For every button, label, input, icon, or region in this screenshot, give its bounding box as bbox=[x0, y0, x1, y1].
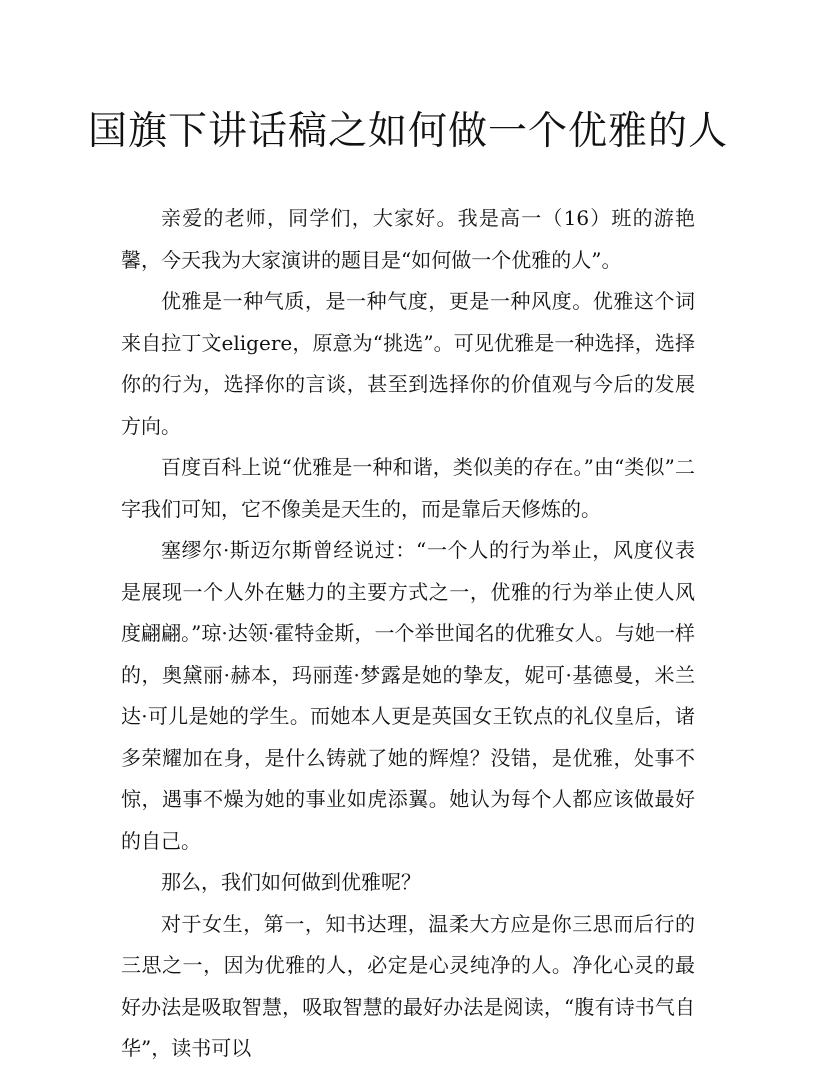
paragraph-example: 塞缪尔·斯迈尔斯曾经说过：“一个人的行为举止，风度仪表是展现一个人外在魅力的主要方式之一，优雅的行为举止使人风度翩翩。”琼·达领·霍特金斯，一个举世闻名的优雅女人。与她一样的，奥黛丽·赫本，玛丽莲·梦露是她的挚友，妮可·基德曼，米兰达·可儿是她的学生。而她本人更是英国女王钦点的礼仪皇后，诸多荣耀加在身，是什么铸就了她的辉煌？没错，是优雅，处事不惊，遇事不燥为她的事业如虎添翼。她认为每个人都应该做最好的自己。 bbox=[121, 538, 695, 853]
paragraph-advice: 对于女生，第一，知书达理，温柔大方应是你三思而后行的三思之一，因为优雅的人，必定是心灵纯净的人。净化心灵的最好办法是吸取智慧，吸取智慧的最好办法是阅读，“腹有诗书气自华”，读书可以 bbox=[121, 911, 695, 1060]
paragraph-baike: 百度百科上说“优雅是一种和谐，类似美的存在。”由“类似”二字我们可知，它不像美是天生的，而是靠后天修炼的。 bbox=[121, 455, 695, 521]
document-body bbox=[121, 198, 695, 1070]
document-title: 国旗下讲话稿之如何做一个优雅的人 bbox=[87, 109, 728, 154]
paragraph-question: 那么，我们如何做到优雅呢？ bbox=[161, 870, 421, 894]
paragraph-definition: 优雅是一种气质，是一种气度，更是一种风度。优雅这个词来自拉丁文eligere，原意为“挑选”。可见优雅是一种选择，选择你的行为，选择你的言谈，甚至到选择你的价值观与今后的发展方向。 bbox=[121, 289, 695, 438]
paragraph-greeting: 亲爱的老师，同学们，大家好。我是高一（16）班的游艳馨，今天我为大家演讲的题目是“如何做一个优雅的人”。 bbox=[121, 206, 695, 272]
